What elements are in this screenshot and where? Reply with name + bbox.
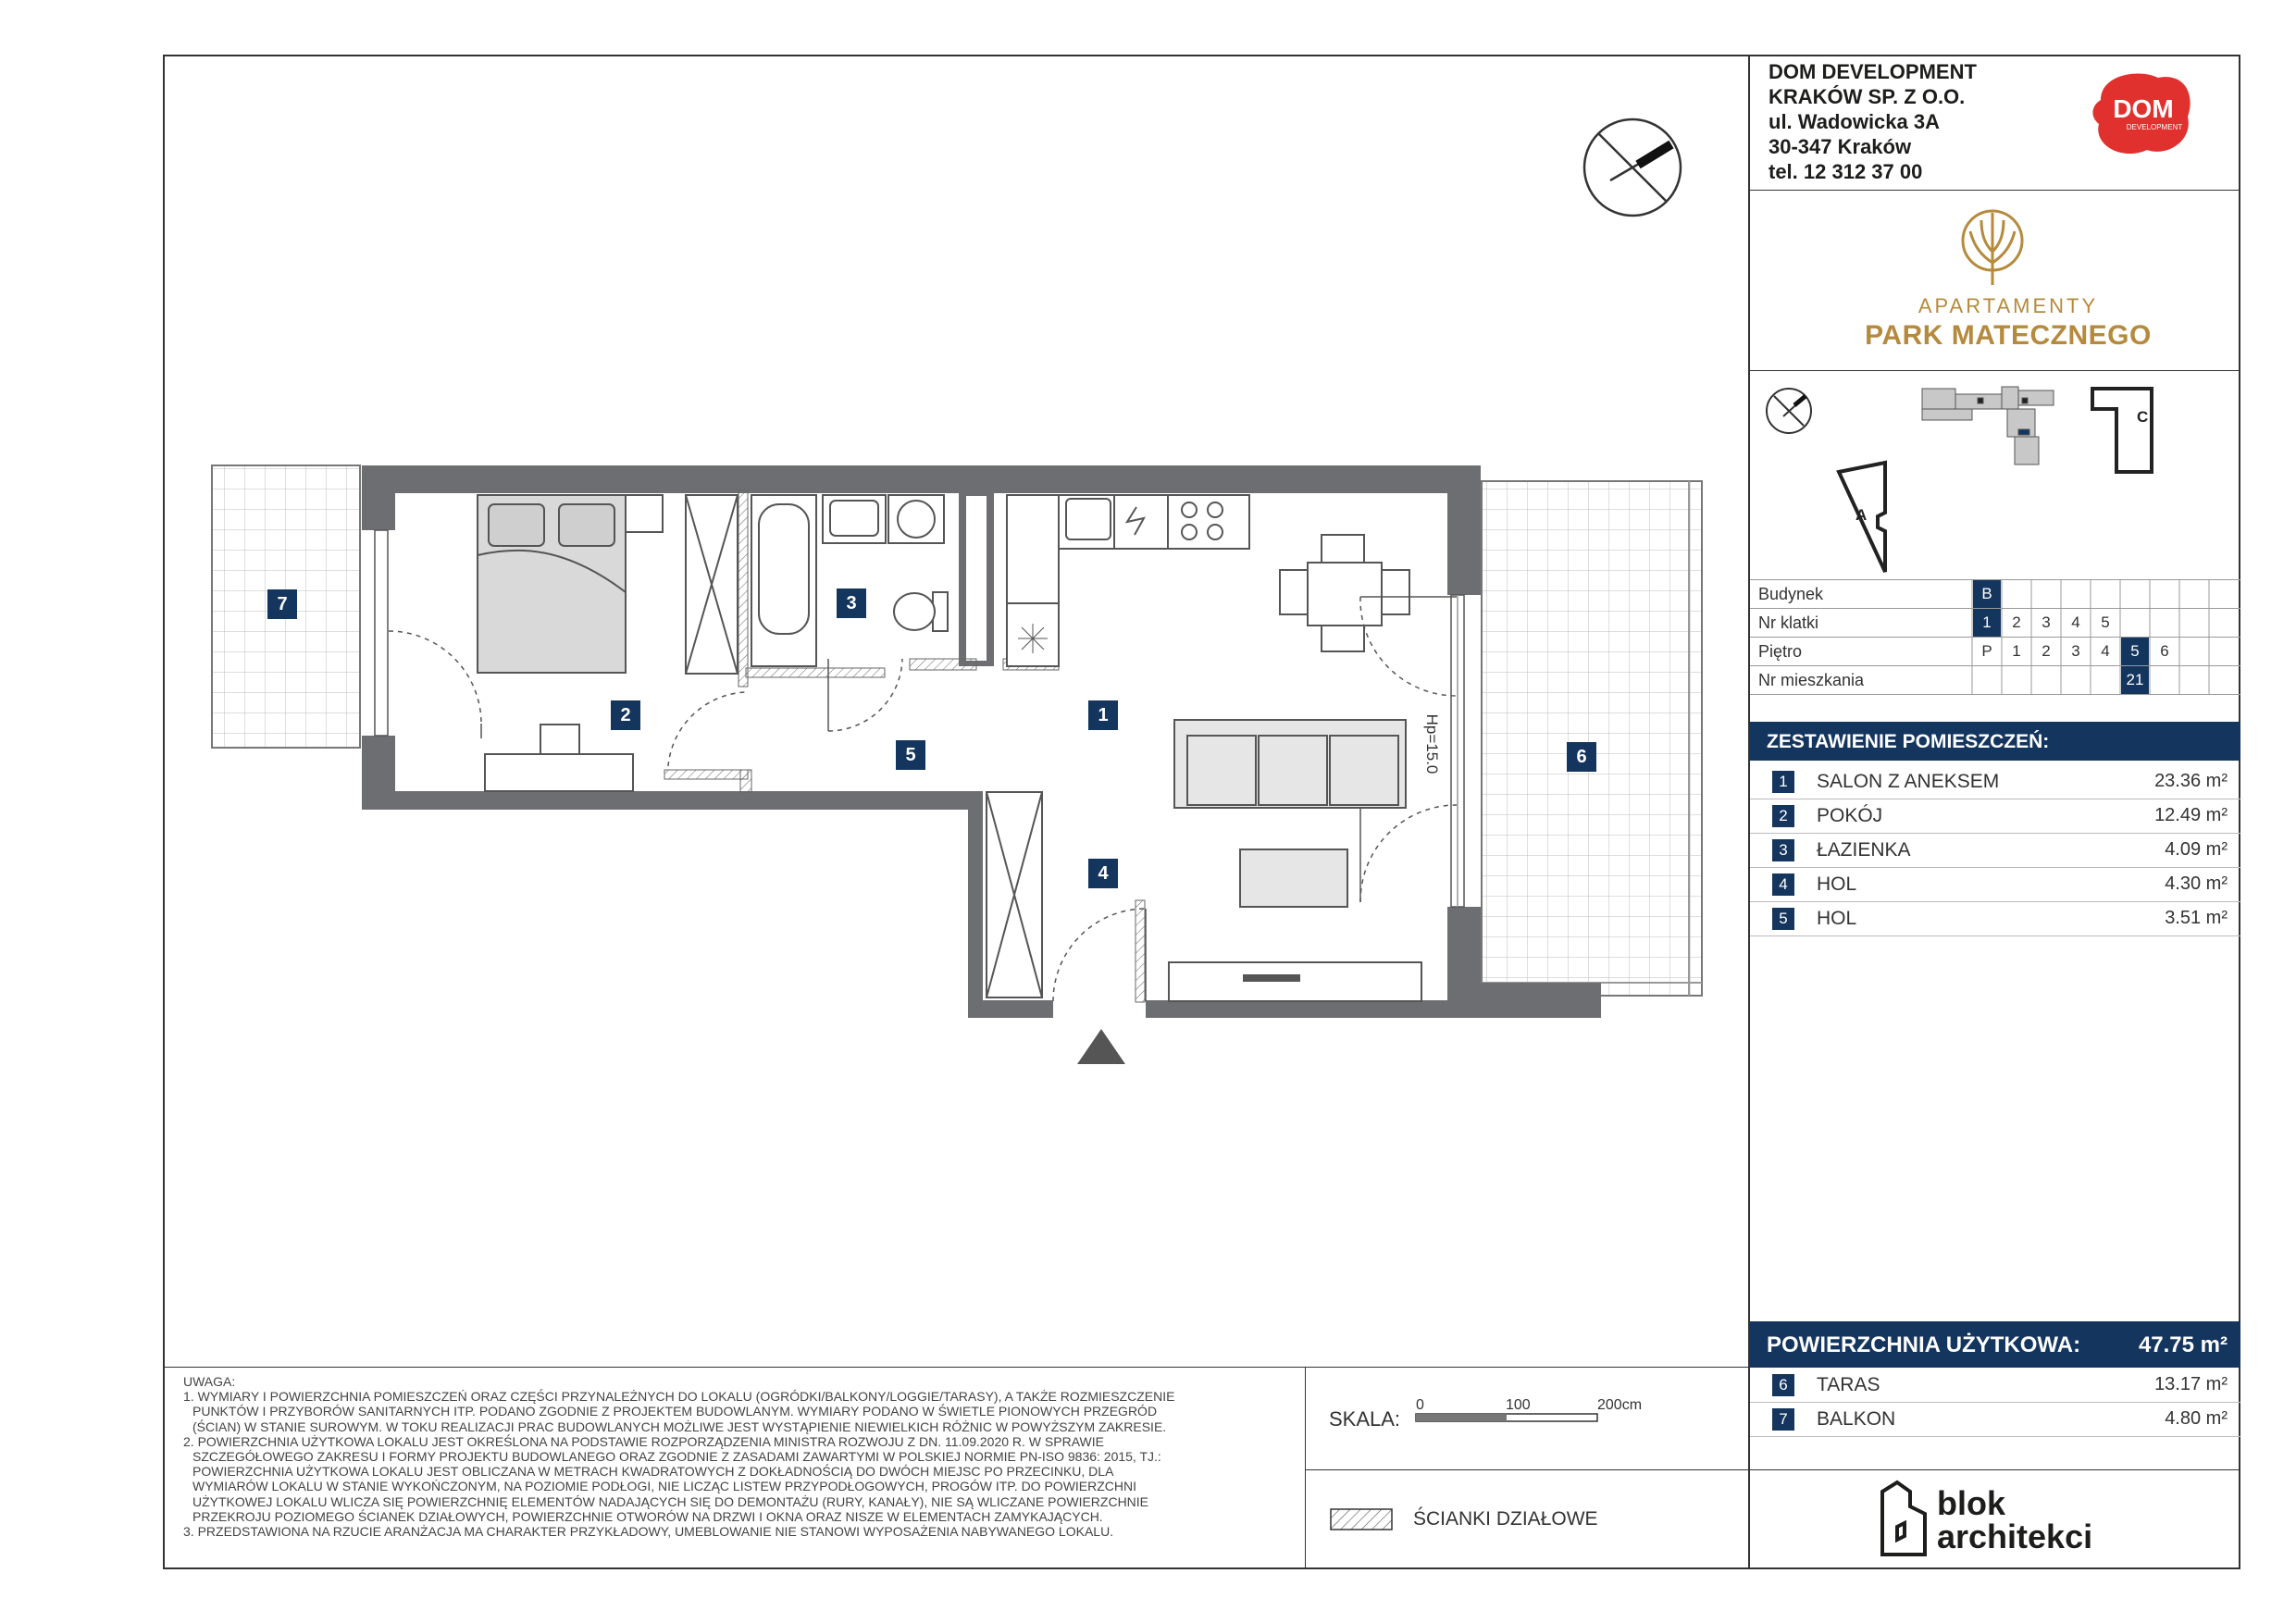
company-address-city: 30-347 Kraków <box>1769 135 1912 158</box>
hall-door-swing <box>668 692 746 766</box>
grid-cell: P <box>1981 642 1992 660</box>
entrance-door-swing <box>1053 909 1146 1001</box>
grid-cell <box>2151 666 2178 694</box>
room-number: 6 <box>1772 1374 1794 1396</box>
room-number: 1 <box>1772 771 1794 793</box>
grid-cell: 1 <box>1973 609 2001 637</box>
grid-cell <box>2003 580 2030 608</box>
notes-line: WYMIARÓW LOKALU W STANIE WYKOŃCZONYM, NA POZIOMIE PODŁOGI, NIE LICZĄC LISTEW PRZYPODŁOGOWYCH, PROGÓW ITP. DO POWIERZCHNI <box>192 1479 1137 1494</box>
separator <box>1748 370 2240 372</box>
grid-cell <box>2151 580 2178 608</box>
room-area: 4.30 m² <box>2165 873 2228 894</box>
building-c-label: C <box>2137 408 2149 426</box>
notes-line: UŻYTKOWEJ LOKALU WLICZA SIĘ POWIERZCHNIĘ ELEMENTÓW NADAJĄCYCH SIĘ DO DEMONTAŻU (RURY, KANAŁY), NIE SĄ WLICZANE POWIERZCHNIE <box>192 1493 1149 1509</box>
grid-cell: 2 <box>2012 613 2021 631</box>
grid-cell: 5 <box>2101 613 2110 631</box>
scale-label: SKALA: <box>1329 1407 1401 1431</box>
separator <box>163 1367 1750 1369</box>
architect-name-line-1: blok <box>1937 1484 2006 1522</box>
room-number: 3 <box>1772 839 1794 861</box>
grid-cell: 6 <box>2160 642 2169 660</box>
room-row <box>1750 834 2240 868</box>
desk <box>485 725 633 791</box>
architect-name-line-2: architekci <box>1937 1518 2093 1555</box>
grid-cell <box>2210 666 2238 694</box>
site-plan-thumbnail <box>1922 387 2054 465</box>
room-area: 12.49 m² <box>2154 805 2228 825</box>
grid-cell <box>2180 666 2208 694</box>
room-row <box>1750 799 2240 834</box>
room-area: 23.36 m² <box>2154 771 2228 791</box>
grid-label-mieszkanie: Nr mieszkania <box>1758 671 1865 689</box>
notes-line: PUNKTÓW I PRZYBORÓW SANITARNYCH ITP. PODANO ZGODNIE Z PROJEKTEM BUDOWLANYM. WYMIARY PODANO W ŚWIETLE PIONOWYCH PRZEGRÓD <box>192 1404 1158 1419</box>
room-tag-4: 4 <box>1088 859 1118 888</box>
room-number: 5 <box>1772 908 1794 930</box>
bed <box>478 495 663 673</box>
grid-cell <box>2091 580 2119 608</box>
grid-cell <box>2062 580 2090 608</box>
blok-architekci-logo-icon <box>1877 1479 1930 1556</box>
project-subtitle: APARTAMENTY <box>1917 294 2099 317</box>
grid-cell <box>2151 609 2178 637</box>
grid-cell: 5 <box>2121 638 2149 665</box>
room-area: 4.80 m² <box>2165 1408 2228 1429</box>
scale-tick-0: 0 <box>1416 1397 1424 1413</box>
building-a-label: A <box>1855 506 1868 524</box>
building-c-outline <box>2092 389 2152 472</box>
toilet <box>894 592 948 631</box>
outdoor-row <box>1750 1403 2240 1437</box>
room-area: 3.51 m² <box>2165 908 2228 928</box>
logo-text-dom: DOM <box>2113 94 2174 123</box>
room-tag-1: 1 <box>1088 700 1118 730</box>
washing-machine <box>888 495 944 543</box>
partition-legend-label: ŚCIANKI DZIAŁOWE <box>1413 1508 1598 1530</box>
scale-tick-200: 200cm <box>1597 1397 1643 1413</box>
notes-line: PRZEKROJU POZIOMEGO ŚCIANEK DZIAŁOWYCH, POWIERZCHNIE OTWORÓW NA DRZWI I OKNA ORAZ NISZE W ELEMENTACH ZAMYKAJĄCYCH. <box>192 1508 1103 1524</box>
dom-development-logo <box>2082 65 2212 161</box>
room-name: POKÓJ <box>1817 805 1883 826</box>
grid-cell <box>2180 580 2208 608</box>
dining-table <box>1280 535 1409 651</box>
notes-block <box>183 1374 1303 1539</box>
separator <box>1748 190 2240 192</box>
grid-cell: 3 <box>2071 642 2080 660</box>
tree-logo-icon <box>1957 207 2028 285</box>
scale-tick-100: 100 <box>1506 1397 1531 1413</box>
notes-line: 2. POWIERZCHNIA UŻYTKOWA LOKALU JEST OKREŚLONA NA PODSTAWIE ROZPORZĄDZENIA MINISTRA ROZWOJU Z DN. 11.09.2020 R. W SPRAWIE <box>183 1433 1104 1449</box>
grid-cell <box>2180 638 2208 665</box>
bathtub <box>751 495 816 666</box>
sofa <box>1174 720 1406 808</box>
room-tag-3: 3 <box>837 588 866 618</box>
usable-area-bar <box>1750 1321 2240 1368</box>
grid-label-budynek: Budynek <box>1758 585 1824 603</box>
notes-line: (ŚCIAN) W STANIE SUROWYM. W TOKU REALIZACJI PRAC BUDOWLANYCH MOŻLIWE JEST WYSTĄPIENIE NIEWIELKICH RÓŻNIC W POWYŻSZYM ZAKRESIE. <box>192 1419 1167 1434</box>
room-number: 4 <box>1772 873 1794 896</box>
room-name: BALKON <box>1817 1408 1896 1430</box>
separator <box>1748 1469 2240 1471</box>
grid-label-pietro: Piętro <box>1758 642 1803 661</box>
sink <box>823 495 886 543</box>
room-number: 2 <box>1772 805 1794 827</box>
rooms-header <box>1750 722 2240 761</box>
terrace-area <box>1482 481 1702 996</box>
grid-cell <box>2032 666 2060 694</box>
room-name: HOL <box>1817 873 1857 895</box>
grid-cell <box>2032 580 2060 608</box>
logo-text-development: DEVELOPMENT <box>2126 123 2183 131</box>
notes-line: SZCZEGÓŁOWEGO ZAKRESU I FORMY PROJEKTU BUDOWLANEGO ORAZ ZGODNIE Z ZASADAMI ZAWARTYMI W POLSKIEJ NORMIE PN-ISO 9836: 2015, TJ.: <box>192 1449 1161 1465</box>
grid-cell: 4 <box>2071 613 2080 631</box>
key-plan-compass-icon <box>1767 389 1811 433</box>
tv-cabinet <box>1169 962 1421 1001</box>
grid-cell <box>2062 666 2090 694</box>
separator <box>1305 1469 1749 1471</box>
room-name: HOL <box>1817 908 1857 929</box>
separator <box>1305 1367 1307 1569</box>
hall-wardrobe <box>987 792 1042 997</box>
company-name-line-2: KRAKÓW SP. Z O.O. <box>1769 85 1966 108</box>
grid-cell <box>2180 609 2208 637</box>
grid-cell: B <box>1973 580 2001 608</box>
room-area: 13.17 m² <box>2154 1374 2228 1394</box>
grid-cell: 3 <box>2042 613 2051 631</box>
grid-cell: 21 <box>2121 666 2149 694</box>
outdoor-row <box>1750 1369 2240 1403</box>
notes-title: UWAGA: <box>183 1374 236 1389</box>
room-row <box>1750 902 2240 936</box>
kitchen-counter <box>1007 495 1249 666</box>
bedroom-door-swing <box>389 631 481 738</box>
room-area: 4.09 m² <box>2165 839 2228 860</box>
grid-cell: 4 <box>2101 642 2110 660</box>
notes-line: 1. WYMIARY I POWIERZCHNIA POMIESZCZEŃ ORAZ CZĘŚCI PRZYNALEŻNYCH DO LOKALU (OGRÓDKI/BALKONY/LOGGIE/TARASY), A TAKŻE ROZMIESZCZENIE <box>183 1389 1175 1405</box>
grid-cell <box>2210 580 2238 608</box>
grid-cell <box>2091 666 2119 694</box>
key-plan <box>1763 381 2235 576</box>
usable-area-label: POWIERZCHNIA UŻYTKOWA: <box>1767 1332 2081 1357</box>
room-row <box>1750 868 2240 902</box>
grid-cell <box>2210 609 2238 637</box>
room-name: SALON Z ANEKSEM <box>1817 771 2000 792</box>
room-number: 7 <box>1772 1408 1794 1431</box>
grid-cell <box>2121 580 2149 608</box>
room-name: TARAS <box>1817 1374 1880 1395</box>
wardrobe <box>686 495 738 674</box>
north-arrow-icon <box>1584 119 1681 216</box>
room-name: ŁAZIENKA <box>1817 839 1911 861</box>
usable-area-value: 47.75 m² <box>2138 1332 2228 1357</box>
grid-cell <box>2210 638 2238 665</box>
company-address-street: ul. Wadowicka 3A <box>1769 110 1941 133</box>
grid-label-klatka: Nr klatki <box>1758 613 1819 632</box>
grid-cell <box>2003 666 2030 694</box>
room-tag-7: 7 <box>267 589 297 619</box>
notes-line: 3. PRZEDSTAWIONA NA RZUCIE ARANŻACJA MA CHARAKTER PRZYKŁADOWY, UMEBLOWANIE NIE STANOWI WYPOSAŻENIA NABYWANEGO LOKALU. <box>183 1524 1114 1540</box>
room-row <box>1750 765 2240 799</box>
grid-cell <box>1973 666 2001 694</box>
room-tag-6: 6 <box>1567 742 1596 772</box>
rooms-header-label: ZESTAWIENIE POMIESZCZEŃ: <box>1767 731 2050 752</box>
notes-line: POWIERZCHNIA UŻYTKOWA LOKALU JEST OBLICZANA W METRACH KWADRATOWYCH Z DOKŁADNOŚCIĄ DO DWÓCH MIEJSC PO PRZECINKU, DLA <box>192 1464 1114 1480</box>
partition-legend-swatch <box>1330 1508 1393 1530</box>
room-tag-5: 5 <box>896 740 925 770</box>
grid-cell: 1 <box>2012 642 2021 660</box>
grid-cell: 2 <box>2042 642 2051 660</box>
company-name-line-1: DOM DEVELOPMENT <box>1769 60 1977 83</box>
company-phone: tel. 12 312 37 00 <box>1769 160 1923 183</box>
ceiling-height-note: Hp=15.0 <box>1423 713 1441 774</box>
entrance-arrow-icon <box>1077 1029 1125 1064</box>
project-title: PARK MATECZNEGO <box>1865 320 2152 351</box>
grid-cell <box>2121 609 2149 637</box>
coffee-table <box>1240 849 1347 907</box>
room-tag-2: 2 <box>611 700 640 730</box>
